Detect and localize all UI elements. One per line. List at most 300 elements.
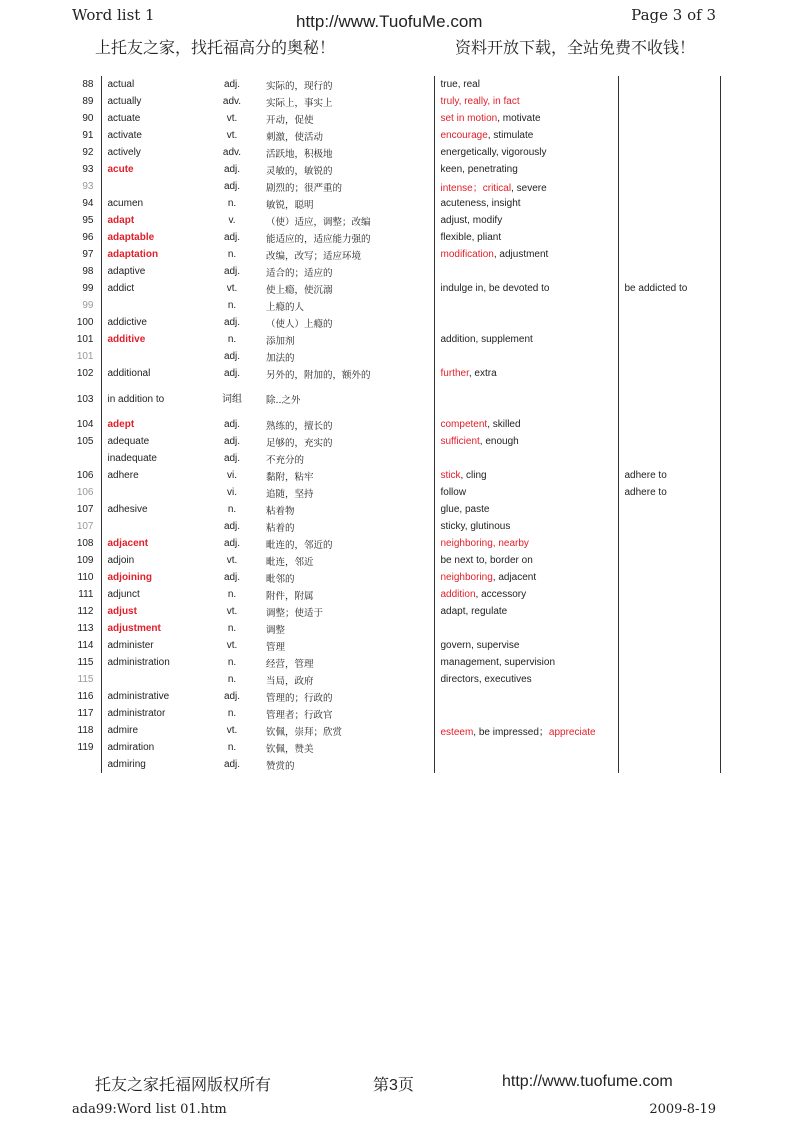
chinese-meaning: 另外的，附加的，额外的 [266, 369, 371, 381]
english-synonyms [434, 756, 618, 773]
chinese-meaning: 毗连，邻近 [266, 556, 314, 568]
word-entry: administer [101, 637, 204, 654]
chinese-meaning: 改编，改写；适应环境 [266, 250, 362, 262]
part-of-speech: n. [227, 300, 237, 311]
collocation [618, 314, 720, 331]
english-synonyms [434, 722, 618, 739]
synonym-segment: neighboring [440, 572, 493, 583]
row-number: 110 [77, 572, 94, 583]
english-synonyms [434, 297, 618, 314]
synonym-segment: , enough [479, 436, 519, 447]
chinese-meaning: 当局，政府 [266, 675, 314, 687]
row-number: 96 [82, 232, 94, 243]
synonym-segment: stick [440, 470, 461, 481]
synonym-segment: be next to, border on [440, 555, 533, 566]
collocation [618, 586, 720, 603]
collocation [618, 416, 720, 433]
synonym-segment: , adjacent [492, 572, 537, 583]
collocation [618, 756, 720, 773]
row-number: 118 [77, 725, 94, 736]
synonym-segment: adjust, modify [440, 215, 503, 226]
english-synonyms [434, 144, 618, 161]
part-of-speech: vi. [227, 487, 237, 498]
row-number: 107 [76, 521, 94, 532]
word-entry [101, 518, 204, 535]
footer-page-label: 第3页 [373, 1077, 414, 1094]
english-synonyms [434, 688, 618, 705]
vocab-row [72, 314, 720, 331]
chinese-meaning: 调整；使适于 [266, 607, 324, 619]
row-number: 115 [77, 657, 94, 668]
collocation [618, 229, 720, 246]
collocation: be addicted to [618, 280, 720, 297]
row-number: 115 [77, 674, 94, 685]
word-entry: activate [101, 127, 204, 144]
synonym-segment: sticky, glutinous [440, 521, 511, 532]
english-synonyms [434, 586, 618, 603]
word-entry: adjoining [101, 569, 204, 586]
collocation [618, 93, 720, 110]
english-synonyms [434, 212, 618, 229]
synonym-segment: intense；critical [440, 183, 512, 194]
part-of-speech: vt. [226, 130, 238, 141]
row-number: 100 [76, 317, 94, 328]
synonym-segment: , severe [511, 183, 547, 194]
synonym-segment: indulge in, be devoted to [440, 283, 550, 294]
collocation [618, 501, 720, 518]
row-number: 117 [77, 708, 94, 719]
vocab-row [72, 127, 720, 144]
part-of-speech: adj. [223, 419, 241, 430]
row-number: 111 [78, 589, 94, 600]
page-indicator: Page 3 of 3 [631, 6, 716, 24]
collocation [618, 569, 720, 586]
row-number: 112 [77, 606, 94, 617]
row-number: 93 [82, 181, 94, 192]
row-number: 91 [82, 130, 94, 141]
part-of-speech: vt. [226, 606, 238, 617]
part-of-speech: vt. [226, 725, 238, 736]
vocabulary-table [72, 76, 721, 773]
collocation [618, 365, 720, 382]
synonym-segment: , extra [468, 368, 497, 379]
word-entry: adjust [101, 603, 204, 620]
row-number: 90 [82, 113, 94, 124]
vocab-row [72, 671, 720, 688]
word-entry [101, 671, 204, 688]
header-site-url[interactable]: http://www.TuofuMe.com [296, 12, 483, 31]
synonym-segment: , be impressed； [473, 727, 549, 738]
synonym-segment: acuteness, insight [440, 198, 521, 209]
part-of-speech: n. [227, 623, 237, 634]
english-synonyms [434, 178, 618, 195]
english-synonyms [434, 535, 618, 552]
synonym-segment: modification [440, 249, 494, 260]
vocab-row [72, 280, 720, 297]
vocab-row [72, 331, 720, 348]
chinese-meaning: 经营，管理 [266, 658, 314, 670]
part-of-speech: n. [227, 708, 237, 719]
english-synonyms [434, 127, 618, 144]
part-of-speech: adv. [222, 96, 242, 107]
english-synonyms [434, 246, 618, 263]
word-entry: adjacent [101, 535, 204, 552]
row-number: 116 [77, 691, 94, 702]
chinese-meaning: 适合的；适应的 [266, 267, 333, 279]
collocation [618, 144, 720, 161]
word-entry: administrator [101, 705, 204, 722]
chinese-meaning: 实际上，事实上 [266, 97, 333, 109]
word-entry: addictive [101, 314, 204, 331]
chinese-meaning: 剧烈的；很严重的 [266, 182, 343, 194]
english-synonyms [434, 263, 618, 280]
english-synonyms [434, 671, 618, 688]
english-synonyms [434, 620, 618, 637]
english-synonyms [434, 382, 618, 416]
chinese-meaning: 除..之外 [266, 395, 301, 406]
collocation [618, 348, 720, 365]
word-entry: actuate [101, 110, 204, 127]
word-entry: adaptable [101, 229, 204, 246]
english-synonyms [434, 603, 618, 620]
vocab-row [72, 365, 720, 382]
row-number: 113 [77, 623, 94, 634]
english-synonyms [434, 76, 618, 93]
synonym-segment: govern, supervise [440, 640, 520, 651]
chinese-meaning: 开动，促使 [266, 114, 314, 126]
word-entry: additional [101, 365, 204, 382]
synonym-segment: neighboring, nearby [440, 538, 529, 549]
footer-file-name: ada99:Word list 01.htm [72, 1102, 227, 1117]
collocation [618, 161, 720, 178]
synonym-segment: keen, penetrating [440, 164, 518, 175]
vocab-row [72, 603, 720, 620]
synonym-segment: directors, executives [440, 674, 532, 685]
collocation [618, 518, 720, 535]
collocation [618, 603, 720, 620]
part-of-speech: adj. [223, 521, 241, 532]
word-entry: admire [101, 722, 204, 739]
row-number: 103 [76, 393, 94, 405]
synonym-segment: set in motion [440, 113, 498, 124]
collocation [618, 127, 720, 144]
vocab-row [72, 144, 720, 161]
chinese-meaning: 毗邻的 [266, 573, 295, 585]
row-number: 106 [76, 470, 94, 481]
row-number: 114 [77, 640, 94, 651]
collocation [618, 331, 720, 348]
vocab-row [72, 348, 720, 365]
chinese-meaning: 添加剂 [266, 335, 295, 347]
vocab-row [72, 297, 720, 314]
header-slogan-right: 资料开放下载，全站免费不收钱！ [455, 40, 696, 57]
part-of-speech: v. [228, 215, 236, 226]
synonym-segment: true, real [440, 79, 480, 90]
english-synonyms [434, 450, 618, 467]
vocab-row [72, 739, 720, 756]
synonym-segment: adapt, regulate [440, 606, 508, 617]
word-entry [101, 297, 204, 314]
english-synonyms [434, 365, 618, 382]
synonym-segment: encourage [440, 130, 488, 141]
collocation [618, 76, 720, 93]
part-of-speech: adj. [223, 538, 241, 549]
vocab-row [72, 722, 720, 739]
collocation [618, 178, 720, 195]
row-number: 97 [82, 249, 94, 260]
synonym-segment: management, supervision [440, 657, 556, 668]
part-of-speech: adj. [223, 436, 241, 447]
part-of-speech: adj. [223, 232, 241, 243]
word-entry: actually [101, 93, 204, 110]
part-of-speech: n. [227, 504, 237, 515]
vocab-row [72, 518, 720, 535]
row-number: 101 [76, 334, 94, 345]
collocation [618, 297, 720, 314]
row-number [72, 756, 101, 773]
part-of-speech: vt. [226, 113, 238, 124]
word-entry: additive [101, 331, 204, 348]
part-of-speech: adj. [223, 266, 241, 277]
vocab-row [72, 705, 720, 722]
footer-date: 2009-8-19 [649, 1102, 716, 1117]
synonym-segment: esteem [440, 727, 474, 738]
collocation [618, 671, 720, 688]
part-of-speech: vt. [226, 555, 238, 566]
collocation [618, 637, 720, 654]
collocation [618, 433, 720, 450]
part-of-speech: adj. [223, 164, 241, 175]
vocab-row [72, 382, 720, 416]
chinese-meaning: 赞赏的 [266, 760, 295, 772]
part-of-speech: adj. [223, 572, 241, 583]
word-entry: adaptation [101, 246, 204, 263]
row-number: 95 [82, 215, 94, 226]
collocation [618, 382, 720, 416]
word-entry: acumen [101, 195, 204, 212]
chinese-meaning: 管理者；行政官 [266, 709, 333, 721]
part-of-speech: adv. [222, 147, 242, 158]
synonym-segment: addition [440, 589, 476, 600]
vocab-row [72, 178, 720, 195]
vocab-row [72, 110, 720, 127]
row-number: 108 [76, 538, 94, 549]
english-synonyms [434, 433, 618, 450]
row-number: 102 [76, 368, 94, 379]
english-synonyms [434, 416, 618, 433]
word-entry: adhesive [101, 501, 204, 518]
part-of-speech: adj. [223, 79, 241, 90]
synonym-segment: , stimulate [487, 130, 534, 141]
word-entry: addict [101, 280, 204, 297]
english-synonyms [434, 314, 618, 331]
collocation [618, 705, 720, 722]
synonym-segment: competent [440, 419, 488, 430]
part-of-speech: vt. [226, 640, 238, 651]
chinese-meaning: （使人）上瘾的 [266, 318, 333, 330]
chinese-meaning: 粘着的 [266, 522, 295, 534]
chinese-meaning: 刺激，使活动 [266, 131, 324, 143]
vocab-row [72, 535, 720, 552]
english-synonyms [434, 467, 618, 484]
row-number: 105 [76, 436, 94, 447]
chinese-meaning: （使）适应，调整；改编 [266, 216, 371, 228]
part-of-speech: n. [227, 334, 237, 345]
collocation [618, 195, 720, 212]
english-synonyms [434, 637, 618, 654]
synonym-segment: , cling [460, 470, 487, 481]
vocab-row [72, 688, 720, 705]
vocab-row [72, 637, 720, 654]
part-of-speech: vi. [227, 470, 237, 481]
word-entry: administration [101, 654, 204, 671]
word-entry: adjustment [101, 620, 204, 637]
word-entry: adept [101, 416, 204, 433]
word-entry: administrative [101, 688, 204, 705]
vocab-row [72, 246, 720, 263]
row-number: 101 [76, 351, 94, 362]
part-of-speech: adj. [223, 181, 241, 192]
collocation [618, 263, 720, 280]
synonym-segment: addition, supplement [440, 334, 533, 345]
chinese-meaning: 灵敏的，敏锐的 [266, 165, 333, 177]
footer-site-url[interactable]: http://www.tuofume.com [502, 1073, 673, 1090]
vocab-row [72, 654, 720, 671]
row-number: 99 [82, 300, 94, 311]
chinese-meaning: 附件，附属 [266, 590, 314, 602]
chinese-meaning: 足够的，充实的 [266, 437, 333, 449]
collocation [618, 722, 720, 739]
vocab-row [72, 433, 720, 450]
chinese-meaning: 实际的，现行的 [266, 80, 333, 92]
part-of-speech: adj. [223, 368, 241, 379]
collocation: adhere to [618, 484, 720, 501]
part-of-speech: adj. [223, 351, 241, 362]
chinese-meaning: 不充分的 [266, 454, 305, 466]
vocab-row [72, 620, 720, 637]
word-entry: admiration [101, 739, 204, 756]
word-entry: adjunct [101, 586, 204, 603]
vocab-row [72, 263, 720, 280]
part-of-speech: adj. [223, 453, 241, 464]
part-of-speech: adj. [223, 317, 241, 328]
chinese-meaning: 活跃地，积极地 [266, 148, 333, 160]
english-synonyms [434, 569, 618, 586]
row-number [72, 450, 101, 467]
row-number: 98 [82, 266, 94, 277]
synonym-segment: energetically, vigorously [440, 147, 547, 158]
chinese-meaning: 调整 [266, 624, 286, 636]
row-number: 99 [82, 283, 94, 294]
word-entry: adapt [101, 212, 204, 229]
collocation [618, 739, 720, 756]
synonym-segment: , skilled [487, 419, 521, 430]
english-synonyms [434, 229, 618, 246]
chinese-meaning: 粘着物 [266, 505, 295, 517]
row-number: 109 [76, 555, 94, 566]
chinese-meaning: 能适应的，适应能力强的 [266, 233, 371, 245]
header-slogan-left: 上托友之家，找托福高分的奥秘！ [95, 40, 336, 57]
collocation [618, 212, 720, 229]
vocab-row [72, 501, 720, 518]
vocab-row [72, 450, 720, 467]
vocab-row [72, 195, 720, 212]
word-entry: adaptive [101, 263, 204, 280]
english-synonyms [434, 501, 618, 518]
part-of-speech: n. [227, 674, 237, 685]
english-synonyms [434, 705, 618, 722]
synonym-segment: appreciate [548, 727, 596, 738]
word-entry [101, 178, 204, 195]
english-synonyms [434, 331, 618, 348]
synonym-segment: glue, paste [440, 504, 490, 515]
word-entry: actively [101, 144, 204, 161]
collocation [618, 654, 720, 671]
english-synonyms [434, 739, 618, 756]
vocab-row [72, 93, 720, 110]
part-of-speech: adj. [223, 759, 241, 770]
row-number: 94 [82, 198, 94, 209]
word-entry: actual [101, 76, 204, 93]
part-of-speech: vt. [226, 283, 238, 294]
synonym-segment: further [440, 368, 469, 379]
vocab-row [72, 161, 720, 178]
synonym-segment: follow [440, 487, 467, 498]
word-entry: adjoin [101, 552, 204, 569]
english-synonyms [434, 280, 618, 297]
word-entry: in addition to [101, 382, 204, 416]
synonym-segment: sufficient [440, 436, 480, 447]
collocation [618, 246, 720, 263]
vocab-row [72, 229, 720, 246]
collocation [618, 110, 720, 127]
english-synonyms [434, 93, 618, 110]
chinese-meaning: 使上瘾，使沉溺 [266, 284, 333, 296]
chinese-meaning: 追随，坚持 [266, 488, 314, 500]
collocation [618, 552, 720, 569]
part-of-speech: n. [227, 198, 237, 209]
part-of-speech: n. [227, 742, 237, 753]
english-synonyms [434, 110, 618, 127]
row-number: 89 [82, 96, 94, 107]
collocation [618, 688, 720, 705]
english-synonyms [434, 195, 618, 212]
doc-title: Word list 1 [72, 6, 155, 24]
chinese-meaning: 上瘾的人 [266, 301, 305, 313]
collocation [618, 450, 720, 467]
english-synonyms [434, 348, 618, 365]
vocab-row [72, 416, 720, 433]
collocation [618, 620, 720, 637]
row-number: 93 [82, 164, 94, 175]
part-of-speech: n. [227, 589, 237, 600]
vocab-row [72, 76, 720, 93]
chinese-meaning: 加法的 [266, 352, 295, 364]
chinese-meaning: 熟练的，擅长的 [266, 420, 333, 432]
word-entry: admiring [101, 756, 204, 773]
vocab-row [72, 756, 720, 773]
english-synonyms [434, 552, 618, 569]
english-synonyms [434, 161, 618, 178]
word-entry: acute [101, 161, 204, 178]
part-of-speech: n. [227, 249, 237, 260]
synonym-segment: , motivate [497, 113, 541, 124]
chinese-meaning: 钦佩，赞美 [266, 743, 314, 755]
chinese-meaning: 管理的；行政的 [266, 692, 333, 704]
word-entry [101, 484, 204, 501]
english-synonyms [434, 484, 618, 501]
row-number: 119 [77, 742, 94, 753]
